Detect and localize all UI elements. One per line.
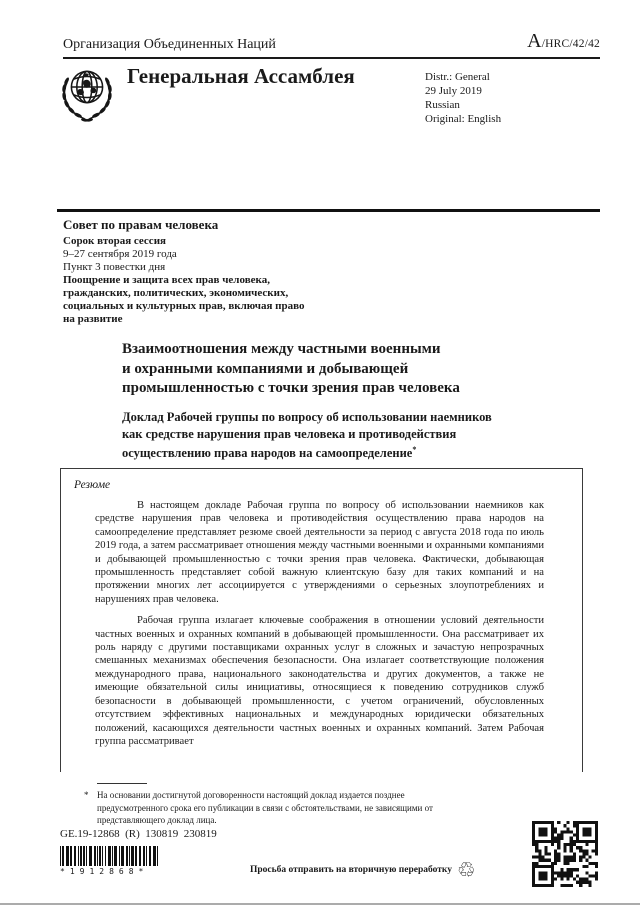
document-symbol — [527, 30, 600, 53]
council-heading: Совет по правам человека — [63, 217, 219, 232]
report-title-line: промышленностью с точки зрения прав человека — [122, 380, 460, 396]
section-divider-rule — [57, 209, 600, 212]
recycle-icon: ♲ — [457, 857, 476, 882]
document-symbol-rest: /HRC/42/42 — [541, 38, 600, 50]
org-name: Организация Объединенных Наций — [63, 37, 276, 52]
header-rule — [63, 57, 600, 59]
session-dates: 9–27 сентября 2019 года — [63, 248, 177, 260]
report-title-line: и охранными компаниями и добывающей — [122, 360, 409, 377]
report-subtitle-line: как средстве нарушения прав человека и противодействия — [122, 426, 457, 441]
barcode — [60, 846, 160, 866]
summary-paragraph: В настоящем докладе Рабочая группа по вопросу об использовании наемников как средстве нарушения прав человека и противодействия осуществлению права народов на самоопределение представляет резюме своей деятельности за период с августа 2018 года по июль 2019 года, а затем рассматривает отношения между частными военными и охранными компаниями и добывающей промышленностью с точки зрения прав человека. Фактически, добывающая промышленность представляет собой важную клиентскую базу для таких компаний и на протяжении многих лет ассоциируется с утверждениями о серьезных злоупотреблениях и нарушениях прав человека. — [95, 500, 544, 605]
session-block — [63, 216, 363, 326]
recycle-text: Просьба отправить на вторичную переработку — [250, 865, 452, 875]
distr-line: Original: English — [425, 113, 502, 125]
session-name: Сорок вторая сессия — [63, 235, 166, 247]
agenda-item: Пункт 3 повестки дня — [63, 261, 166, 273]
document-symbol-letter: A — [527, 30, 542, 52]
un-emblem-icon — [57, 63, 117, 123]
footnote — [84, 789, 464, 827]
summary-paragraph: Рабочая группа излагает ключевые соображения в отношении условий деятельности частных военных и охранных компаний в добывающей промышленности. Она рассматривает их роль наряду с другими поставщиками охранных услуг в сложных и зачастую непрозрачных смешанных механизмах обеспечения безопасности. Она излагает соответствующие положения международного права, национального законодательства и других документов, а также не имеющие обязательной силы инициативы, относящиеся к поведению сотрудников служб безопасности в добывающей промышленности, с учетом ограничений, обусловленных отсутствием эффективных национальных и международных юридически обязательных положений, касающихся деятельности частных военных и охранных компаний. Затем Рабочая группа рассматривает — [95, 615, 544, 747]
report-subtitle — [122, 409, 592, 462]
qr-code — [532, 821, 598, 887]
summary-heading: Резюме — [74, 479, 111, 491]
report-subtitle-line: осуществлению права народов на самоопределение — [122, 446, 413, 461]
agenda-title: Поощрение и защита всех прав человека, гражданских, политических, экономических, социальных и культурных прав, включая право на развитие — [63, 274, 305, 325]
report-title-line: Взаимоотношения между частными военными — [122, 341, 441, 357]
ge-number: GE.19-12868 (R) 130819 230819 — [60, 828, 217, 840]
distr-line: 29 July 2019 — [425, 85, 482, 97]
footnote-text: На основании достигнутой договоренности настоящий доклад издается позднее предусмотренного срока его публикации в связи с обстоятельствами, не зависящими от представляющего доклад лица. — [97, 790, 433, 825]
barcode-text: *1912868* — [60, 867, 149, 876]
distr-line: Russian — [425, 99, 460, 111]
distr-block — [425, 70, 501, 126]
summary-box — [60, 468, 583, 772]
assembly-title: Генеральная Ассамблея — [127, 64, 355, 88]
report-title — [122, 340, 592, 399]
summary-body — [61, 499, 582, 748]
footnote-mark: * — [84, 790, 89, 800]
recycle-note — [250, 856, 476, 884]
report-subtitle-line: Доклад Рабочей группы по вопросу об использовании наемников — [122, 410, 492, 424]
footnote-ref-asterisk: * — [412, 445, 417, 454]
footnote-separator — [97, 783, 147, 784]
distr-line: Distr.: General — [425, 71, 490, 83]
